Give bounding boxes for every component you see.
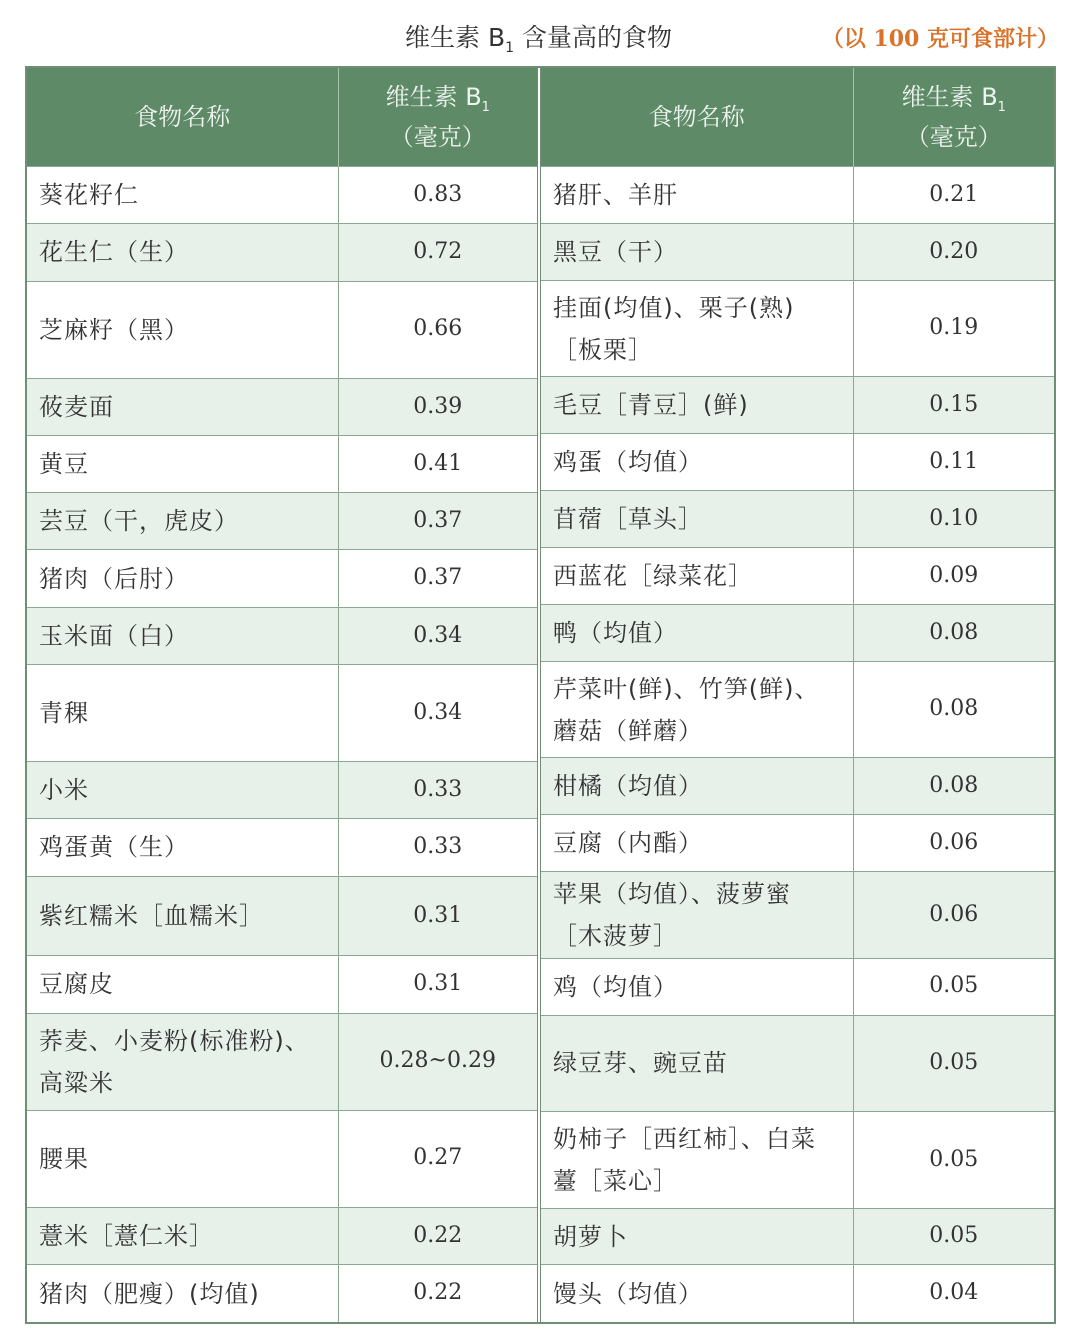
food-name-cell: 猪肉（后肘） xyxy=(27,550,338,607)
vitamin-value-cell: 0.33 xyxy=(338,819,537,876)
food-name-cell: 玉米面（白） xyxy=(27,607,338,664)
vitamin-value-cell: 0.31 xyxy=(338,956,537,1013)
header-vitamin-subscript: 1 xyxy=(481,99,490,115)
right-table-body xyxy=(541,167,1054,1323)
food-name-cell: 荞麦、小麦粉(标准粉)、高粱米 xyxy=(27,1013,338,1110)
vitamin-value-cell: 0.28~0.29 xyxy=(338,1013,537,1110)
food-name-cell: 莜麦面 xyxy=(27,378,338,435)
table-row xyxy=(541,958,1054,1015)
title-text: 维生素 B xyxy=(405,23,506,52)
left-table xyxy=(27,68,537,1322)
header-vitamin xyxy=(338,68,537,167)
food-name-cell: 黑豆（干） xyxy=(541,223,853,280)
table-row xyxy=(27,664,537,761)
food-name-cell: 芝麻籽（黑） xyxy=(27,281,338,378)
vitamin-value-cell: 0.05 xyxy=(853,1112,1054,1209)
food-name-cell: 葵花籽仁 xyxy=(27,167,338,224)
food-name-cell: 苜蓿［草头］ xyxy=(541,491,853,548)
header-unit: （毫克） xyxy=(905,123,1002,152)
table-row xyxy=(27,1110,537,1207)
vitamin-value-cell: 0.41 xyxy=(338,435,537,492)
table-row xyxy=(541,1208,1054,1265)
vitamin-table xyxy=(25,66,1056,1324)
header-row xyxy=(541,68,1054,167)
food-name-cell: 黄豆 xyxy=(27,435,338,492)
vitamin-value-cell: 0.19 xyxy=(853,280,1054,377)
header-food-name: 食物名称 xyxy=(541,68,853,167)
food-name-cell: 鸡蛋（均值） xyxy=(541,434,853,491)
vitamin-value-cell: 0.20 xyxy=(853,223,1054,280)
vitamin-value-cell: 0.08 xyxy=(853,604,1054,661)
header-vitamin xyxy=(853,68,1054,167)
vitamin-value-cell: 0.22 xyxy=(338,1265,537,1322)
food-name-cell: 腰果 xyxy=(27,1110,338,1207)
table-row xyxy=(541,548,1054,605)
vitamin-value-cell: 0.05 xyxy=(853,1015,1054,1112)
food-name-cell: 鸡（均值） xyxy=(541,958,853,1015)
table-row xyxy=(27,956,537,1013)
header-vitamin-label: 维生素 B xyxy=(385,82,482,111)
table-row xyxy=(27,1013,537,1110)
table-row xyxy=(541,280,1054,377)
vitamin-value-cell: 0.72 xyxy=(338,224,537,281)
vitamin-value-cell: 0.37 xyxy=(338,550,537,607)
table-row xyxy=(541,1015,1054,1112)
vitamin-value-cell: 0.34 xyxy=(338,664,537,761)
table-row xyxy=(27,435,537,492)
table-row xyxy=(541,1112,1054,1209)
vitamin-value-cell: 0.83 xyxy=(338,167,537,224)
vitamin-value-cell: 0.33 xyxy=(338,762,537,819)
table-row xyxy=(541,223,1054,280)
food-name-cell: 苹果（均值）、菠萝蜜［木菠萝］ xyxy=(541,872,853,958)
header-food-name: 食物名称 xyxy=(27,68,338,167)
table-row xyxy=(27,876,537,956)
vitamin-value-cell: 0.39 xyxy=(338,378,537,435)
food-name-cell: 鸡蛋黄（生） xyxy=(27,819,338,876)
table-row xyxy=(541,604,1054,661)
vitamin-value-cell: 0.22 xyxy=(338,1207,537,1264)
food-name-cell: 奶柿子［西红柿］、白菜薹［菜心］ xyxy=(541,1112,853,1209)
left-table-body xyxy=(27,167,537,1323)
table-row xyxy=(27,281,537,378)
table-row xyxy=(27,167,537,224)
table-row xyxy=(27,550,537,607)
food-name-cell: 芹菜叶(鲜)、竹笋(鲜)、蘑菇（鲜蘑） xyxy=(541,661,853,758)
food-name-cell: 西蓝花［绿菜花］ xyxy=(541,548,853,605)
vitamin-value-cell: 0.04 xyxy=(853,1265,1054,1322)
food-name-cell: 猪肝、羊肝 xyxy=(541,167,853,224)
table-row xyxy=(27,819,537,876)
food-name-cell: 小米 xyxy=(27,762,338,819)
table-row xyxy=(27,378,537,435)
vitamin-value-cell: 0.66 xyxy=(338,281,537,378)
title-suffix: 含量高的食物 xyxy=(514,23,672,52)
food-name-cell: 紫红糯米［血糯米］ xyxy=(27,876,338,956)
food-name-cell: 馒头（均值） xyxy=(541,1265,853,1322)
vitamin-value-cell: 0.37 xyxy=(338,493,537,550)
vitamin-value-cell: 0.06 xyxy=(853,815,1054,872)
table-row xyxy=(541,377,1054,434)
vitamin-value-cell: 0.05 xyxy=(853,1208,1054,1265)
unit-note: （以 100 克可食部计） xyxy=(821,26,1059,52)
food-name-cell: 豆腐（内酯） xyxy=(541,815,853,872)
table-row xyxy=(541,1265,1054,1322)
right-table xyxy=(541,68,1054,1322)
table-row xyxy=(541,758,1054,815)
food-name-cell: 绿豆芽、豌豆苗 xyxy=(541,1015,853,1112)
table-row xyxy=(27,762,537,819)
vitamin-value-cell: 0.11 xyxy=(853,434,1054,491)
food-name-cell: 青稞 xyxy=(27,664,338,761)
table-row xyxy=(27,607,537,664)
food-name-cell: 芸豆（干，虎皮） xyxy=(27,493,338,550)
food-name-cell: 胡萝卜 xyxy=(541,1208,853,1265)
vitamin-value-cell: 0.34 xyxy=(338,607,537,664)
food-name-cell: 猪肉（肥瘦）(均值) xyxy=(27,1265,338,1322)
vitamin-value-cell: 0.27 xyxy=(338,1110,537,1207)
table-row xyxy=(541,491,1054,548)
header-unit: （毫克） xyxy=(389,123,486,152)
header-vitamin-subscript: 1 xyxy=(997,99,1006,115)
food-name-cell: 毛豆［青豆］(鲜) xyxy=(541,377,853,434)
vitamin-value-cell: 0.06 xyxy=(853,872,1054,958)
food-name-cell: 柑橘（均值） xyxy=(541,758,853,815)
table-row xyxy=(27,493,537,550)
food-name-cell: 薏米［薏仁米］ xyxy=(27,1207,338,1264)
header-row xyxy=(27,68,537,167)
food-name-cell: 鸭（均值） xyxy=(541,604,853,661)
table-row xyxy=(541,167,1054,224)
table-row xyxy=(27,224,537,281)
table-row xyxy=(541,661,1054,758)
table-row xyxy=(27,1265,537,1322)
table-row xyxy=(27,1207,537,1264)
table-row xyxy=(541,872,1054,958)
vitamin-value-cell: 0.15 xyxy=(853,377,1054,434)
table-left-half xyxy=(27,68,541,1322)
table-right-half xyxy=(541,68,1054,1322)
food-name-cell: 豆腐皮 xyxy=(27,956,338,1013)
vitamin-value-cell: 0.31 xyxy=(338,876,537,956)
food-name-cell: 挂面(均值)、栗子(熟)［板栗］ xyxy=(541,280,853,377)
vitamin-value-cell: 0.10 xyxy=(853,491,1054,548)
title-row xyxy=(0,0,1077,66)
vitamin-value-cell: 0.09 xyxy=(853,548,1054,605)
header-vitamin-label: 维生素 B xyxy=(901,82,998,111)
table-row xyxy=(541,815,1054,872)
vitamin-value-cell: 0.08 xyxy=(853,758,1054,815)
food-name-cell: 花生仁（生） xyxy=(27,224,338,281)
vitamin-value-cell: 0.05 xyxy=(853,958,1054,1015)
table-row xyxy=(541,434,1054,491)
vitamin-value-cell: 0.21 xyxy=(853,167,1054,224)
title-subscript: 1 xyxy=(505,40,515,56)
vitamin-value-cell: 0.08 xyxy=(853,661,1054,758)
